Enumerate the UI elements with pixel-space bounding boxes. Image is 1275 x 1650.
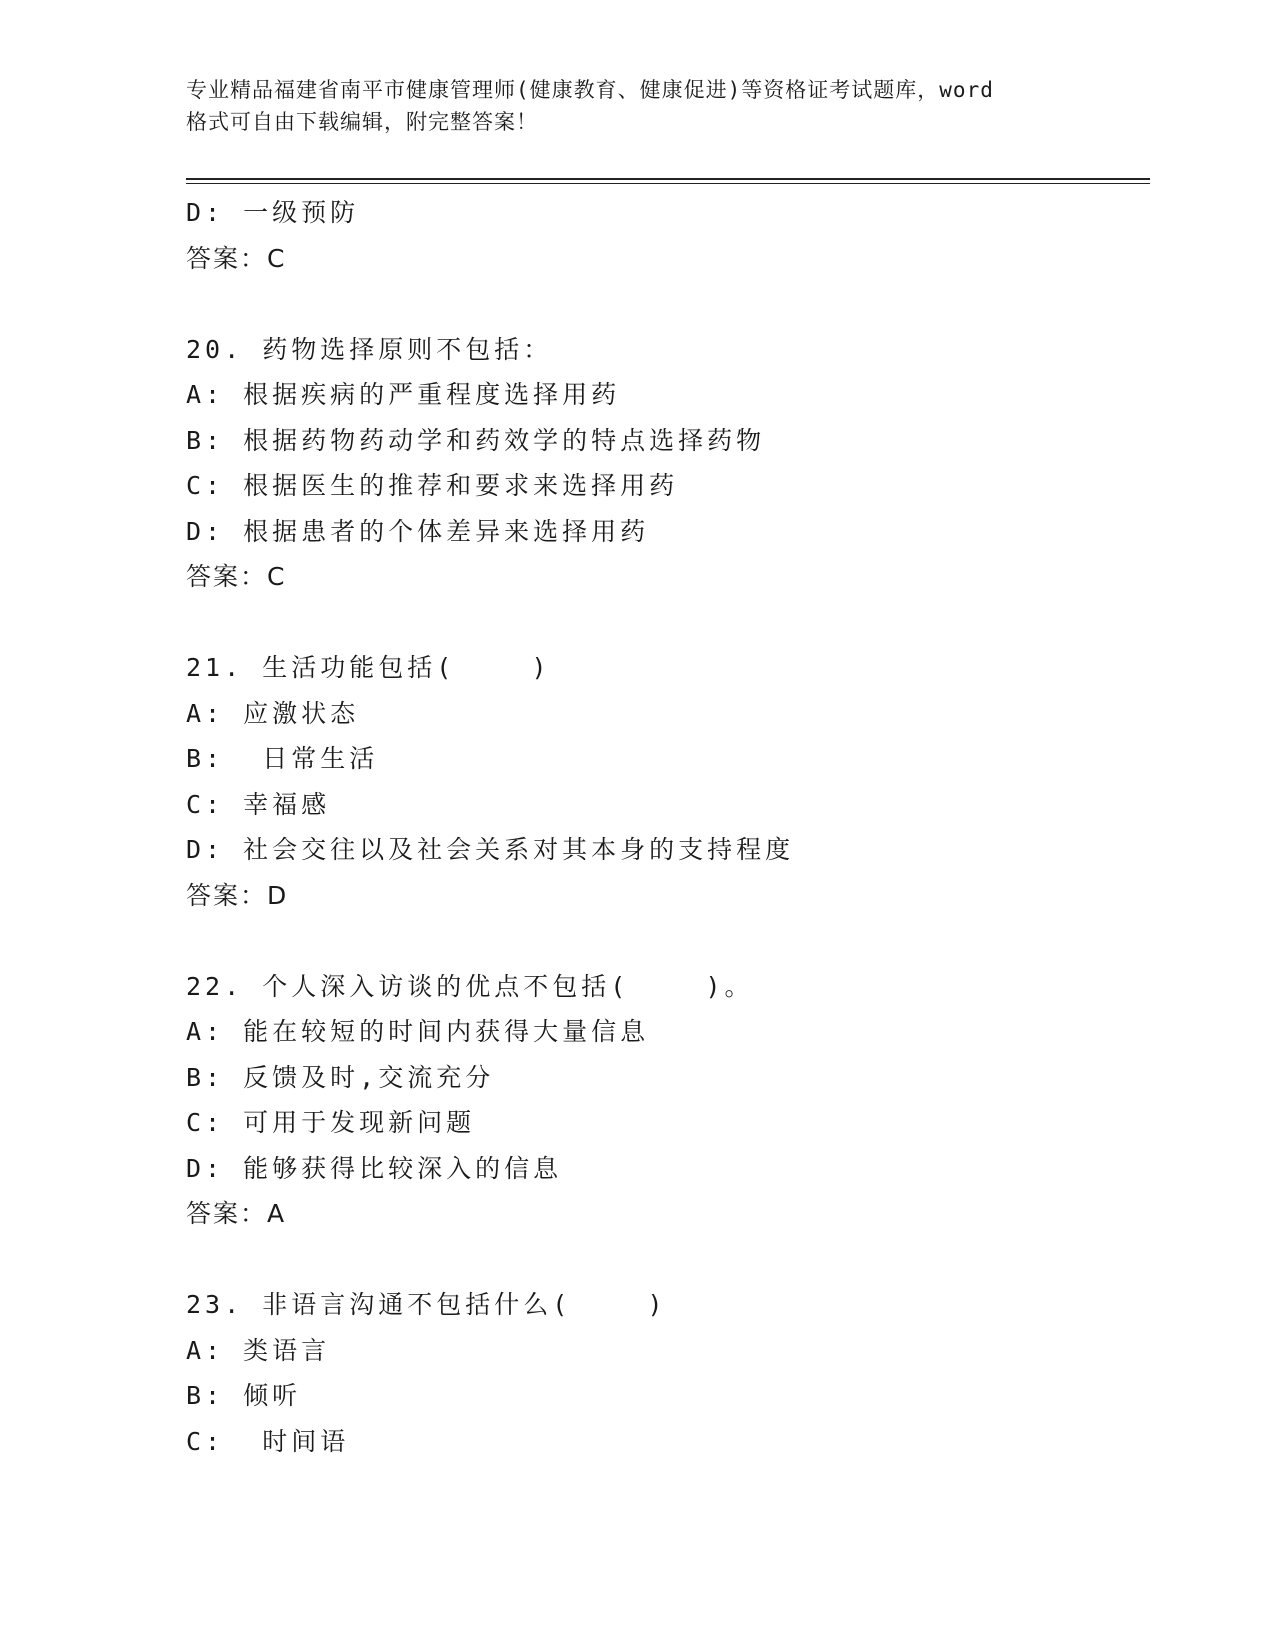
option-b: B: 根据药物药动学和药效学的特点选择药物 <box>186 425 766 455</box>
answer-label: 答案：A <box>186 1199 287 1228</box>
option-c: C: 时间语 <box>186 1426 350 1456</box>
option-a: A: 能在较短的时间内获得大量信息 <box>186 1017 650 1046</box>
answer-label: 答案：C <box>186 243 287 273</box>
option-a: A: 类语言 <box>186 1335 331 1365</box>
question-list <box>186 190 1150 1464</box>
page-header <box>186 74 1086 138</box>
option-a: A: 应激状态 <box>186 698 360 728</box>
header-line-2: 格式可自由下载编辑，附完整答案！ <box>186 110 538 134</box>
spacer <box>186 1237 1150 1283</box>
answer-label: 答案：C <box>186 562 287 591</box>
option-b: B: 倾听 <box>186 1381 302 1410</box>
spacer <box>186 600 1150 646</box>
answer-label: 答案：D <box>186 880 289 910</box>
option-d: D: 根据患者的个体差异来选择用药 <box>186 516 650 546</box>
spacer <box>186 918 1150 964</box>
option-c: C: 幸福感 <box>186 789 331 819</box>
question-stem: 21. 生活功能包括( ) <box>186 653 551 682</box>
option-d: D: 社会交往以及社会关系对其本身的支持程度 <box>186 835 795 864</box>
option-c: C: 根据医生的推荐和要求来选择用药 <box>186 471 679 500</box>
option-a: A: 根据疾病的严重程度选择用药 <box>186 380 621 409</box>
option-b: B: 日常生活 <box>186 744 379 773</box>
header-line-1: 专业精品福建省南平市健康管理师(健康教育、健康促进)等资格证考试题库，word <box>186 78 994 102</box>
question-stem: 23. 非语言沟通不包括什么( ) <box>186 1290 667 1319</box>
header-divider-thick <box>186 178 1150 180</box>
option-b: B: 反馈及时,交流充分 <box>186 1062 495 1092</box>
option-c: C: 可用于发现新问题 <box>186 1108 476 1137</box>
header-divider-thin <box>186 183 1150 184</box>
question-stem: 20. 药物选择原则不包括： <box>186 334 553 364</box>
question-stem: 22. 个人深入访谈的优点不包括( )。 <box>186 971 754 1001</box>
option-d: D: 能够获得比较深入的信息 <box>186 1153 563 1183</box>
option-d: D: 一级预防 <box>186 198 360 227</box>
spacer <box>186 281 1150 327</box>
